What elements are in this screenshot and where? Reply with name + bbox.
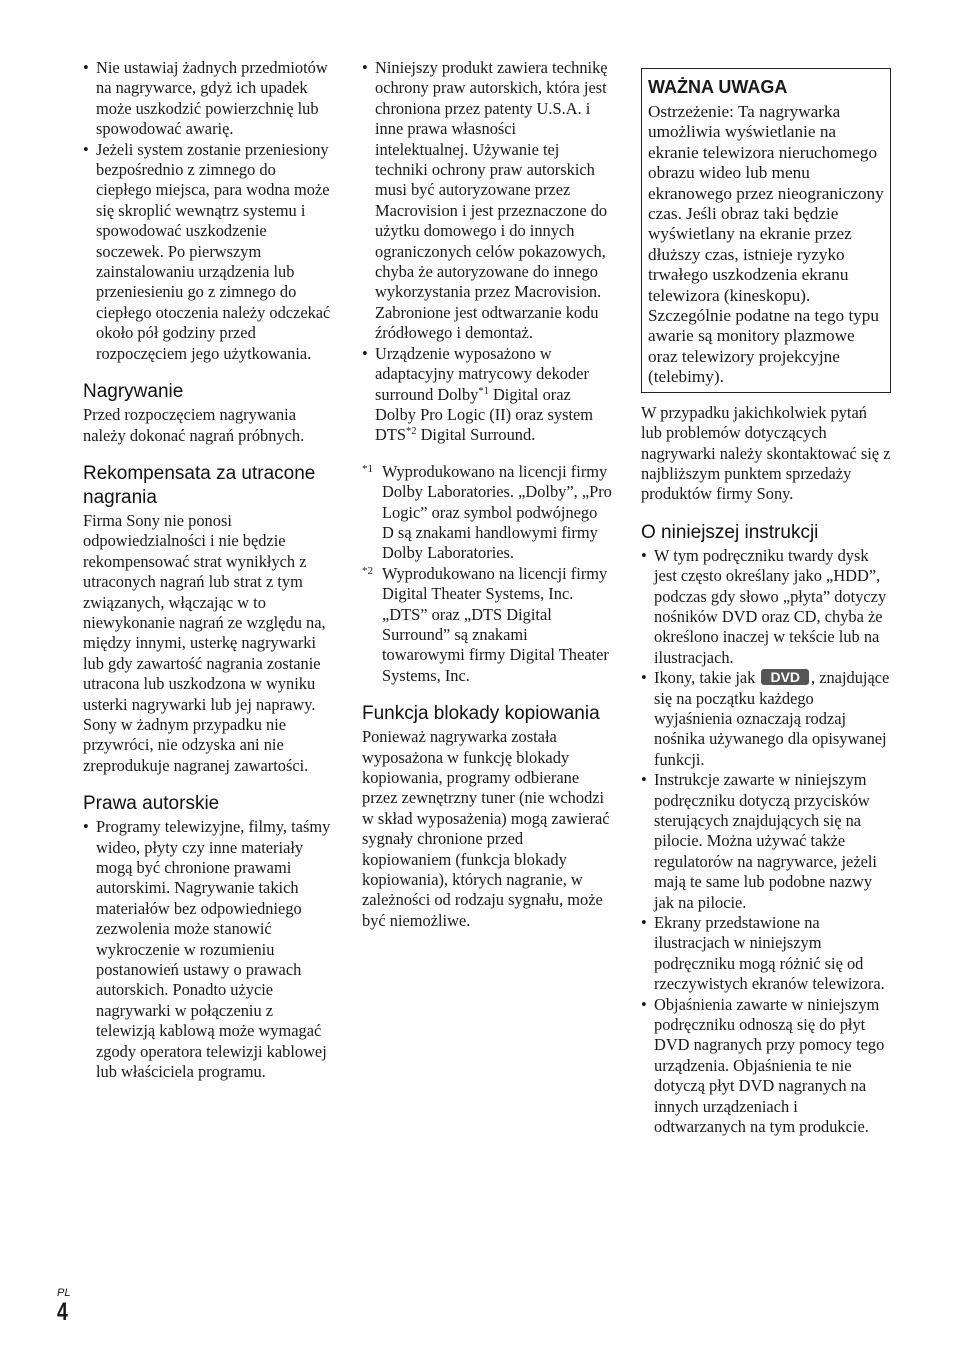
list-item [641,668,891,770]
page-number: 4 [57,1298,68,1326]
list-item: • Ekrany przedstawione na ilustracjach w niniejszym podręczniku mogą różnić się od rzeczywistych ekranów telewizora. [641,913,891,995]
list-item: • Niniejszy produkt zawiera technikę ochrony praw autorskich, która jest chroniona przez patenty U.S.A. i inne prawa własności intelektualnej. Używanie tej techniki ochrony praw autorskich musi być autoryzowane przez Macrovision i jest przeznaczone do użytku domowego i do innych ograniczonych celów pokazowych, chyba że autoryzowane do innego wykorzystania przez Macrovision. Zabronione jest odtwarzanie kodu źródłowego i demontaż. [362,58,612,344]
list-item: • Jeżeli system zostanie przeniesiony bezpośrednio z zimnego do ciepłego miejsca, para wodna może się skroplić wewnątrz systemu i spowodować uszkodzenie soczewek. Po pierwszym zainstalowaniu urządzenia lub przeniesieniu go z zimnego do ciepłego otoczenia należy odczekać około pół godziny przed rozpoczęciem jego użytkowania. [83,140,335,364]
footnote-text-continued: „DTS” oraz „DTS Digital Surround” są znakami towarowymi firmy Digital Theater Systems, Inc. [382,604,609,685]
column-left [83,58,335,1082]
bullet-text: Digital oraz Dolby Pro Logic (II) oraz system DTS [375,384,594,445]
footnote-mark: *1 [362,462,373,475]
footnote-item [362,564,612,686]
section-heading-instrukcja: O niniejszej instrukcji [641,521,819,543]
footnote-text: Wyprodukowano na licencji firmy Dolby Laboratories. „Dolby”, „Pro Logic” oraz symbol podwójnego D są znakami handlowymi firmy Dolby Laboratories. [382,461,612,563]
list-item [362,344,612,446]
list-item: • Programy telewizyjne, filmy, taśmy wideo, płyty czy inne materiały mogą być chronione prawami autorskimi. Nagrywanie takich materiałów bez odpowiedniego zezwolenia może stanowić wykroczenie w rozumieniu postanowień ustawy o prawach autorskich. Ponadto użycie nagrywarki w połączeniu z telewizją kablową może wymagać zgody operatora telewizji kablowej lub właściciela programu. [83,817,335,1082]
section-heading-nagrywanie: Nagrywanie [83,381,184,403]
important-notice-box [641,68,891,393]
footnote-item [362,462,612,564]
nagrywanie-text: Przed rozpoczęciem nagrywania należy dokonać nagrań próbnych. [83,405,305,445]
section-heading-funkcja: Funkcja blokady kopiowania [362,703,600,725]
important-notice-title: WAŻNA UWAGA [648,77,788,97]
footnote-ref-2: *2 [405,426,417,438]
list-item: • Objaśnienia zawarte w niniejszym podręczniku odnoszą się do płyt DVD nagranych przy pomocy tego urządzenia. Objaśnienia te nie dotyczą płyt DVD nagranych na innych urządzeniach i odtwarzanych na tym produkcie. [641,995,891,1138]
intro-bullets [83,58,335,364]
prawa-bullets [83,817,335,1082]
column-middle [362,58,612,931]
rekompensata-text: Firma Sony nie ponosi odpowiedzialności i nie będzie rekompensować strat wynikłych z utraconych nagrań lub strat z tym związanych, włączając w to niewykonanie nagrań ze względu na, między innymi, usterkę nagrywarki lub gdy zawartość nagrania zostanie utracona lub uszkodzona w wyniku usterki nagrywarki lub jej naprawy. Sony w żadnym przypadku nie przywróci, nie odzyska ani nie zreprodukuje nagranej zawartości. [83,510,326,775]
dvd-badge-icon: DVD [761,669,809,685]
instruction-bullets [641,546,891,1138]
list-item: • Nie ustawiaj żadnych przedmiotów na nagrywarce, gdyż ich upadek może uszkodzić powierzchnię lub spowodować awarię. [83,58,335,140]
page-footer [57,1287,71,1325]
footnotes [362,462,612,686]
contact-text: W przypadku jakichkolwiek pytań lub problemów dotyczących nagrywarki należy skontaktować się z najbliższym punktem sprzedaży produktów firmy Sony. [641,402,891,504]
funkcja-text: Ponieważ nagrywarka została wyposażona w funkcję blokady kopiowania, programy odbierane przez zewnętrzny tuner (nie wchodzi w skład wyposażenia) mogą zawierać sygnały chronione przed kopiowaniem (funkcja blokady kopiowania), których nagranie, w zależności od rodzaju sygnału, może być niemożliwe. [362,727,610,930]
language-code: PL [57,1287,71,1299]
footnote-text: Wyprodukowano na licencji firmy Digital Theater Systems, Inc. [382,563,608,604]
bullet-text: Ikony, takie jak [654,668,760,688]
list-item: • Instrukcje zawarte w niniejszym podręczniku dotyczą przycisków sterujących znajdujących się na pilocie. Można używać także regulatorów na nagrywarce, jeżeli mają te same lub podobne nazwy jak na pilocie. [641,770,891,913]
section-heading-prawa: Prawa autorskie [83,793,220,815]
bullet-text: Digital Surround. [416,425,536,445]
bullet-text: , znajdujące się na początku każdego wyjaśnienia oznaczają rodzaj nośnika używanego dla opisywanej funkcji. [654,668,890,769]
footnote-mark: *2 [362,564,373,577]
important-notice-text: Ostrzeżenie: Ta nagrywarka umożliwia wyświetlanie na ekranie telewizora nieruchomego obrazu wideo lub menu ekranowego przez nieograniczony czas. Jeśli obraz taki będzie wyświetlany na ekranie przez dłuższy czas, istnieje ryzyko trwałego uszkodzenia ekranu telewizora (kineskopu). Szczególnie podatne na tego typu awarie są monitory plazmowe oraz telewizory projekcyjne (telebimy). [648,102,884,387]
bullet-text: Urządzenie wyposażono w adaptacyjny matrycowy dekoder surround Dolby [375,343,589,404]
column-right [641,58,891,1138]
section-heading-rekompensata: Rekompensata za utracone nagrania [83,462,316,508]
copyright-bullets [362,58,612,446]
footnote-ref-1: *1 [478,385,489,397]
list-item: • W tym podręczniku twardy dysk jest często określany jako „HDD”, podczas gdy słowo „płyta” dotyczy nośników DVD oraz CD, chyba że określono inaczej w tekście lub na ilustracjach. [641,546,891,668]
